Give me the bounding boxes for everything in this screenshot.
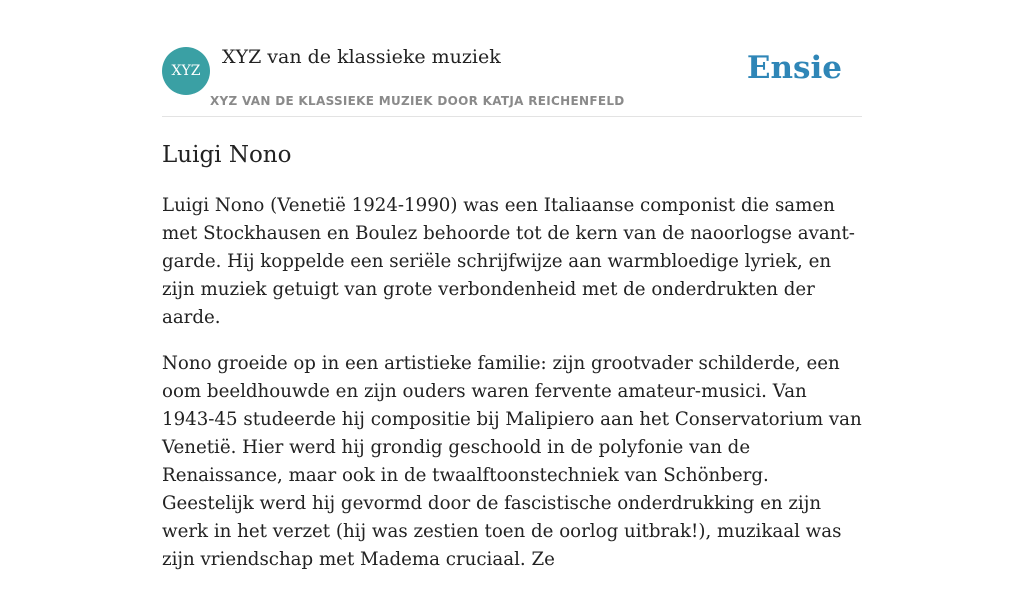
- blog-subtitle-link[interactable]: XYZ VAN DE KLASSIEKE MUZIEK DOOR KATJA REICHENFELD: [210, 94, 625, 108]
- article-paragraph: Luigi Nono (Venetië 1924-1990) was een Italiaanse componist die samen met Stockhausen en Boulez behoorde tot de kern van de naoorlogse avant-garde. Hij koppelde een seriële schrijfwijze aan warmbloedige lyriek, en zijn muziek getuigt van grote verbondenheid met de onderdrukten der aarde.: [162, 195, 855, 328]
- ensie-logo[interactable]: Ensie: [746, 50, 842, 86]
- article-paragraph: Nono groeide op in een artistieke familie: zijn grootvader schilderde, een oom beeldhouwde en zijn ouders waren fervente amateur-musici. Van 1943-45 studeerde hij compositie bij Malipiero aan het Conservatorium van Venetië. Hier werd hij grondig geschoold in de polyfonie van de Renaissance, maar ook in de twaalftoonstechniek van Schönberg. Geestelijk werd hij gevormd door de fascistische onderdrukking en zijn werk in het verzet (hij was zestien toen de oorlog uitbrak!), muzikaal was zijn vriendschap met Madema cruciaal. Ze: [162, 353, 862, 570]
- blog-avatar[interactable]: XYZ: [162, 47, 210, 95]
- site-header: [162, 0, 862, 117]
- blog-title-link[interactable]: XYZ van de klassieke muziek: [222, 46, 501, 68]
- article: [162, 140, 862, 592]
- article-title: Luigi Nono: [162, 142, 292, 168]
